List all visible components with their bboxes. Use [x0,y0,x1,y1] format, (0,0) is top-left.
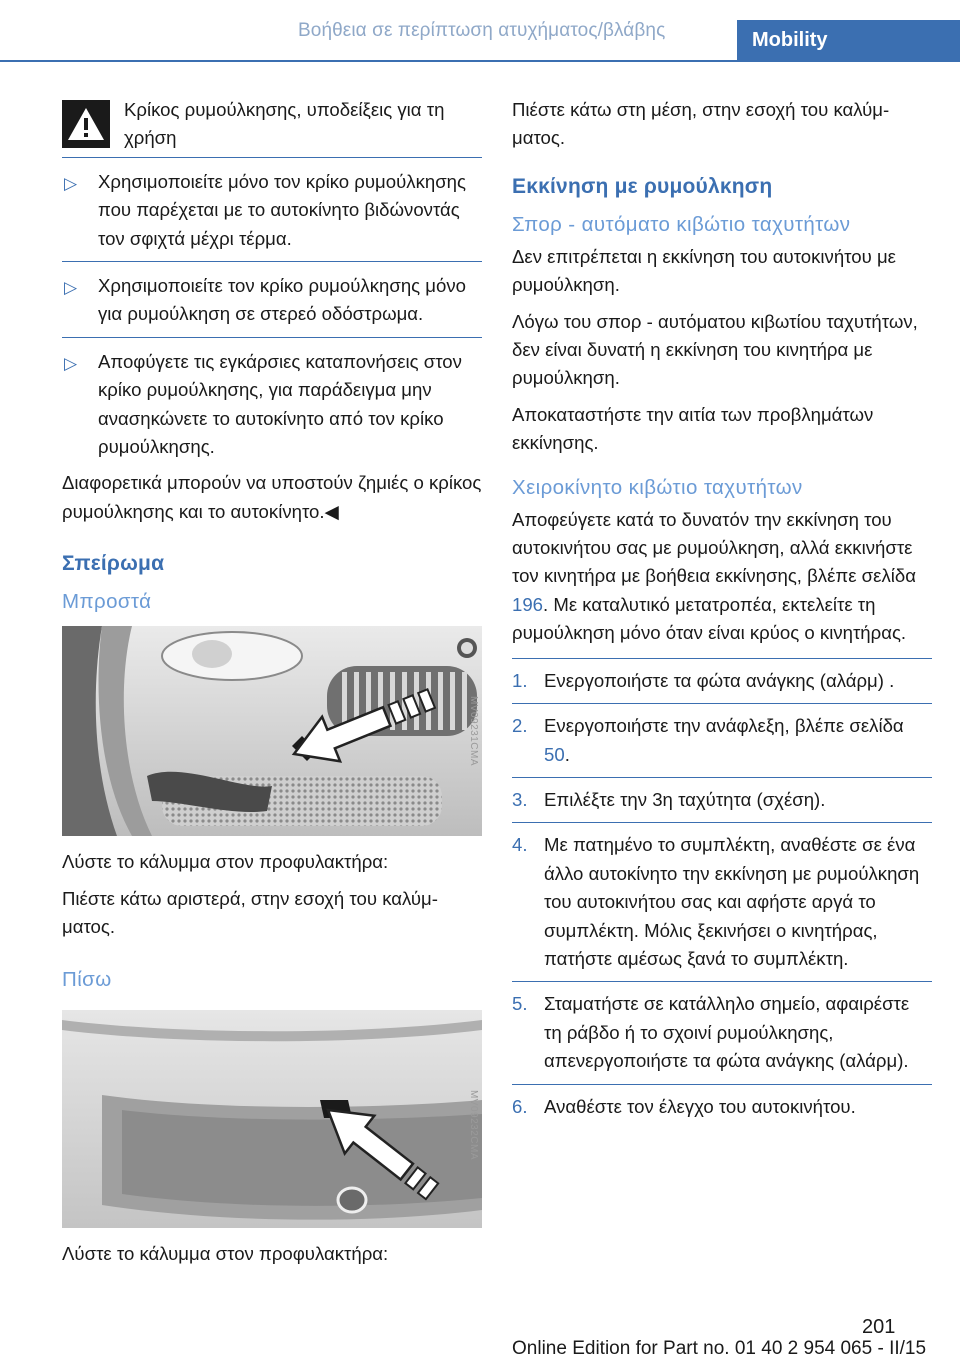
bullet-text: Αποφύγετε τις εγκάρσιες καταπονήσεις στον κρίκο ρυμούλκησης, για παράδειγμα μην ανασηκώνετε το αυτοκίνητο από τον κρίκο ρυμούλκησης. [98,350,462,458]
header-rule [0,60,737,62]
step-text-after: . [564,743,570,765]
header-chapter-tab[interactable]: Mobility [737,20,960,62]
figure-code: MV09232CMA [468,1089,479,1160]
step-item [512,777,932,822]
warning-bullet [62,157,482,261]
front-text-1: Λύστε το κάλυμμα στον προφυλακτήρα: [62,851,389,873]
bullet-triangle-icon: ▷ [64,173,78,193]
step-text: Αναθέστε τον έλεγχο του αυτοκινήτου. [544,1095,856,1117]
warning-bullet [62,337,482,470]
page-header [0,0,960,62]
front-bumper-illustration [62,626,482,836]
step-item [512,658,932,703]
step-item [512,981,932,1083]
sport-paragraph-1: Δεν επιτρέπεται η εκκίνηση του αυτοκινήτου με ρυμούλκηση. [512,245,896,296]
subheading-manual: Χειροκίνητο κιβώτιο ταχυτήτων [512,475,803,499]
warning-bullet [62,261,482,337]
subheading-sport-auto: Σπορ - αυτόματο κιβώτιο ταχυτήτων [512,212,851,236]
manual-text-a: Αποφεύγετε κατά το δυνατόν την εκκίνηση του αυτοκινήτου σας με ρυμούλκηση, αλλά εκκινήστε τον κινητήρα με βοήθεια εκκίνησης, βλέπε σελίδα [512,508,916,587]
subheading-front: Μπροστά [62,590,152,614]
step-text: Ενεργοποιήστε την ανάφλεξη, βλέπε σελίδα [544,715,904,737]
front-text-2: Πιέστε κάτω αριστερά, στην εσοχή του καλύμματος. [62,887,438,938]
step-number: 4. [512,834,528,856]
step-number: 1. [512,669,528,691]
warning-triangle-icon [62,100,110,148]
front-bumper-image [62,626,482,836]
step-number: 6. [512,1095,528,1117]
step-item [512,822,932,981]
page-number: 201 [862,1316,896,1338]
warning-block [62,96,482,153]
rear-bumper-illustration [62,1010,482,1228]
warning-title: Κρίκος ρυμούλκησης, υποδείξεις για τη χρήση [124,99,445,149]
header-section-title: Βοήθεια σε περίπτωση ατυχήματος/βλάβης [298,20,666,41]
rear-bumper-image [62,1010,482,1228]
figure-code: MV09231CMA [468,696,479,767]
subheading-rear: Πίσω [62,967,112,991]
edition-footer: Online Edition for Part no. 01 40 2 954 065 - II/15 [512,1338,927,1359]
step-item [512,1084,932,1129]
step-text: Ενεργοποιήστε τα φώτα ανάγκης (αλάρμ) . [544,669,895,691]
left-column [62,96,482,1276]
warning-bullet-list [62,157,482,470]
page-link-196[interactable]: 196 [512,593,544,615]
step-text: Με πατημένο το συμπλέκτη, αναθέστε σε ένα άλλο αυτοκίνητο την εκκίνηση με ρυμούλκηση του αυτοκινήτου σας και αφήστε αργά το συμπλέκτη. Μόλις ξεκινήσει ο κινητήρας, πατήστε αμέσως ξανά το συμπλέκτη. [544,834,920,969]
bullet-triangle-icon: ▷ [64,353,78,373]
warning-end-text: Διαφορετικά μπορούν να υποστούν ζημιές ο κρίκος ρυμούλκησης και το αυτοκίνητο.◀ [62,472,482,522]
manual-paragraph [512,506,932,648]
step-text: Επιλέξτε την 3η ταχύτητα (σχέση). [544,788,826,810]
step-number: 5. [512,993,528,1015]
step-item [512,703,932,777]
tow-start-steps [512,658,932,1129]
sport-paragraph-3: Αποκαταστήστε την αιτία των προβλημάτων εκκίνησης. [512,403,874,454]
step-text: Σταματήστε σε κατάλληλο σημείο, αφαιρέστε τη ράβδο ή το σχοινί ρυμούλκησης, απενεργοποιήστε τα φώτα ανάγκης (αλάρμ). [544,993,910,1072]
step-number: 2. [512,715,528,737]
section-heading-tow-start: Εκκίνηση με ρυμούλκηση [512,174,773,198]
bullet-text: Χρησιμοποιείτε τον κρίκο ρυμούλκησης μόνο για ρυμούλκηση σε στερεό οδόστρωμα. [98,275,466,325]
section-heading-thread: Σπείρωμα [62,552,165,576]
right-column [512,96,932,1129]
bullet-text: Χρησιμοποιείτε μόνο τον κρίκο ρυμούλκησης που παρέχεται με το αυτοκίνητο βιδώνοντάς τον σφιχτά μέχρι τέρμα. [98,170,466,249]
rear-text-1: Λύστε το κάλυμμα στον προφυλακτήρα: [62,1242,389,1264]
manual-text-b: . Με καταλυτικό μετατροπέα, εκτελείτε τη ρυμούλκηση μόνο όταν είναι κρύος ο κινητήρας. [512,593,907,644]
bullet-triangle-icon: ▷ [64,278,78,298]
rear-text-2: Πιέστε κάτω στη μέση, στην εσοχή του καλύμματος. [512,99,890,149]
page-link-50[interactable]: 50 [544,743,565,765]
step-number: 3. [512,788,528,810]
sport-paragraph-2: Λόγω του σπορ - αυτόματου κιβωτίου ταχυτήτων, δεν είναι δυνατή η εκκίνηση του κινητήρα με ρυμούλκηση. [512,310,918,389]
